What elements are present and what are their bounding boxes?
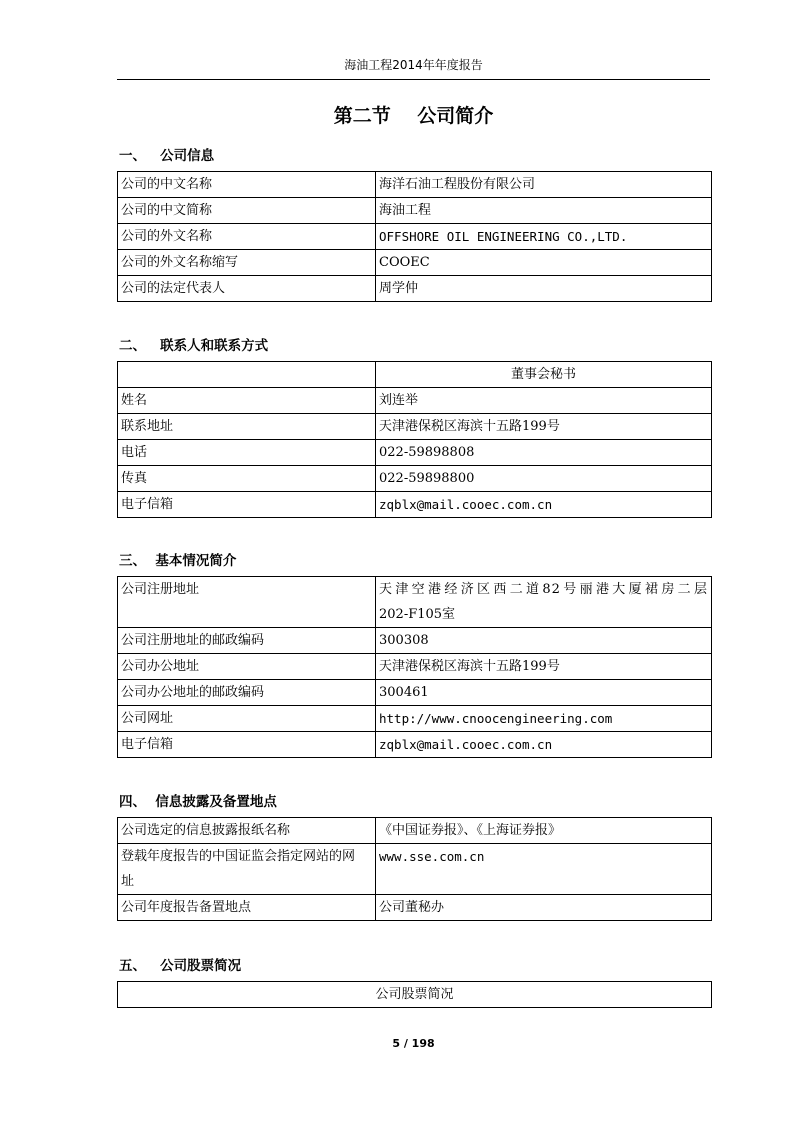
row-label: 姓名 <box>118 388 376 414</box>
website-label-line1: 登载年度报告的中国证监会指定网站的网 <box>121 849 356 864</box>
table-row <box>118 250 712 276</box>
row-label: 公司网址 <box>118 706 376 732</box>
section-heading-company-info: 一、 公司信息 <box>119 148 215 164</box>
row-label: 公司的外文名称 <box>118 224 376 250</box>
row-value: 022-59898808 <box>376 440 712 466</box>
row-value: 周学仲 <box>376 276 712 302</box>
row-value: zqblx@mail.cooec.com.cn <box>376 732 712 758</box>
row-value: http://www.cnoocengineering.com <box>376 706 712 732</box>
row-value: 海油工程 <box>376 198 712 224</box>
row-value: www.sse.com.cn <box>376 844 712 895</box>
stock-table <box>117 981 712 1008</box>
row-label <box>118 844 376 895</box>
table-row <box>118 198 712 224</box>
row-label: 公司办公地址 <box>118 654 376 680</box>
table-row <box>118 680 712 706</box>
table-row <box>118 732 712 758</box>
table-row <box>118 172 712 198</box>
section-heading-stock: 五、 公司股票简况 <box>119 958 242 974</box>
row-label: 电子信箱 <box>118 732 376 758</box>
row-value: 海洋石油工程股份有限公司 <box>376 172 712 198</box>
row-label: 公司的中文简称 <box>118 198 376 224</box>
row-label: 公司年度报告备置地点 <box>118 895 376 921</box>
row-label: 公司选定的信息披露报纸名称 <box>118 818 376 844</box>
table-row <box>118 818 712 844</box>
table-row <box>118 466 712 492</box>
row-value: 刘连举 <box>376 388 712 414</box>
row-label: 公司的外文名称缩写 <box>118 250 376 276</box>
row-value: 300461 <box>376 680 712 706</box>
table-row <box>118 706 712 732</box>
stock-table-header: 公司股票简况 <box>118 982 712 1008</box>
row-value: 《中国证券报》、《上海证券报》 <box>376 818 712 844</box>
table-row <box>118 654 712 680</box>
company-info-table <box>117 171 712 302</box>
table-header-row <box>118 982 712 1008</box>
table-header-row <box>118 362 712 388</box>
table-row <box>118 224 712 250</box>
row-value <box>376 577 712 628</box>
table-row <box>118 492 712 518</box>
row-label: 联系地址 <box>118 414 376 440</box>
table-row <box>118 440 712 466</box>
row-value: zqblx@mail.cooec.com.cn <box>376 492 712 518</box>
row-label: 公司的中文名称 <box>118 172 376 198</box>
row-label: 公司办公地址的邮政编码 <box>118 680 376 706</box>
section-heading-contacts: 二、 联系人和联系方式 <box>119 338 269 354</box>
section-heading-basic-info: 三、 基本情况简介 <box>119 553 237 569</box>
table-row <box>118 895 712 921</box>
table-row <box>118 628 712 654</box>
row-value: 公司董秘办 <box>376 895 712 921</box>
page-number: 5 / 198 <box>392 1037 435 1050</box>
row-value: 300308 <box>376 628 712 654</box>
empty-header-cell <box>118 362 376 388</box>
contacts-table <box>117 361 712 518</box>
page-header: 海油工程2014年年度报告 <box>344 58 483 72</box>
row-label: 公司注册地址的邮政编码 <box>118 628 376 654</box>
row-value: COOEC <box>376 250 712 276</box>
row-label: 电话 <box>118 440 376 466</box>
table-row <box>118 577 712 628</box>
row-label: 传真 <box>118 466 376 492</box>
section-heading-disclosure: 四、 信息披露及备置地点 <box>119 794 277 810</box>
row-value: OFFSHORE OIL ENGINEERING CO.,LTD. <box>376 224 712 250</box>
row-value: 天津港保税区海滨十五路199号 <box>376 414 712 440</box>
row-label: 公司注册地址 <box>118 577 376 628</box>
disclosure-table <box>117 817 712 921</box>
website-label-line2: 址 <box>121 874 135 889</box>
table-row <box>118 276 712 302</box>
reg-address-line2: 202-F105室 <box>379 607 456 622</box>
reg-address-line1: 天津空港经济区西二道82号丽港大厦裙房二层 <box>379 582 708 597</box>
column-header: 董事会秘书 <box>376 362 712 388</box>
basic-info-table <box>117 576 712 758</box>
row-label: 电子信箱 <box>118 492 376 518</box>
row-value: 022-59898800 <box>376 466 712 492</box>
row-value: 天津港保税区海滨十五路199号 <box>376 654 712 680</box>
section-title: 第二节 公司简介 <box>333 105 494 127</box>
table-row <box>118 414 712 440</box>
header-divider <box>117 79 710 80</box>
table-row <box>118 388 712 414</box>
table-row <box>118 844 712 895</box>
row-label: 公司的法定代表人 <box>118 276 376 302</box>
